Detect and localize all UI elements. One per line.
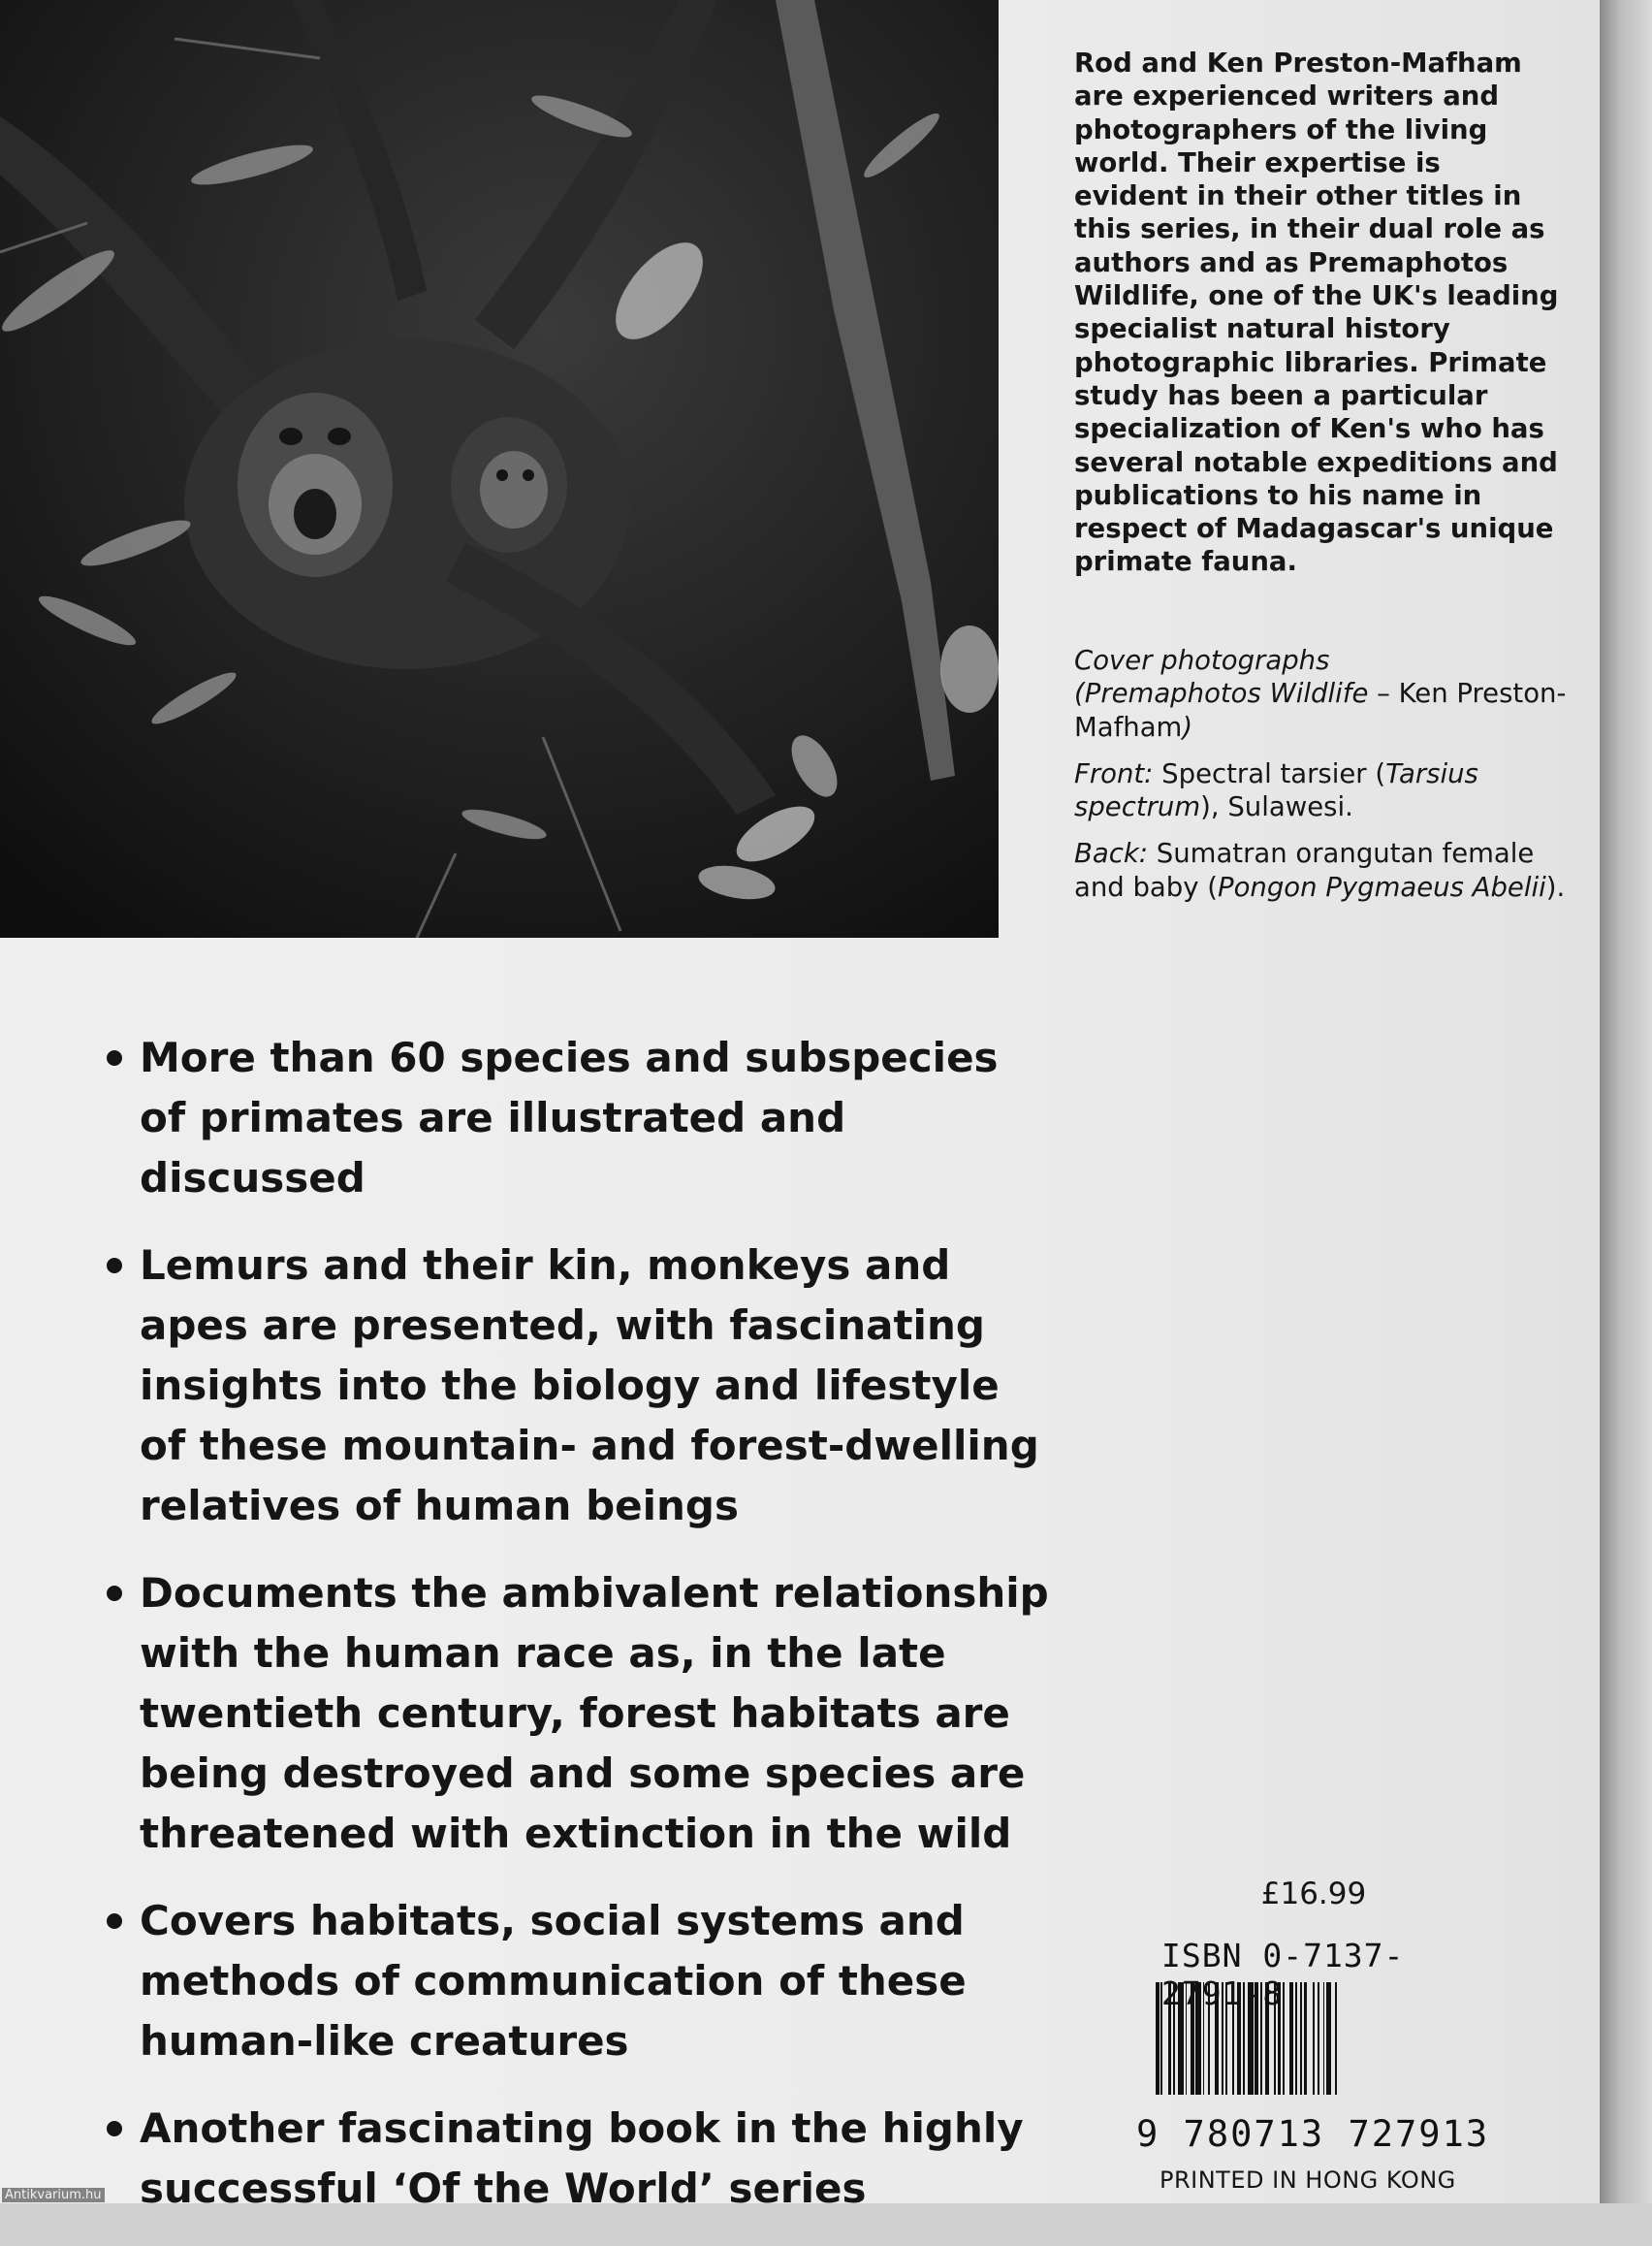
bullet-icon xyxy=(107,1258,122,1273)
bullet-icon xyxy=(107,1586,122,1601)
feature-item: Covers habitats, social systems and methods of communication of these human-like creatures xyxy=(97,1891,1057,2071)
cover-credits-source: Cover photographs (Premaphotos Wildlife – Ken Preston-Mafham) xyxy=(1074,645,1567,743)
watermark: Antikvarium.hu xyxy=(2,2188,105,2202)
cover-photo-orangutans xyxy=(0,0,999,938)
isbn: ISBN 0-7137-2791-8 xyxy=(1161,1937,1405,2012)
cover-credits-back: Back: Sumatran orangutan female and baby (Pongon Pygmaeus Abelii). xyxy=(1074,838,1566,903)
feature-item: Another fascinating book in the highly successful ‘Of the World’ series xyxy=(97,2099,1057,2219)
cover-credits-front: Front: Spectral tarsier (Tarsius spectrum), Sulawesi. xyxy=(1074,757,1478,823)
bullet-icon xyxy=(107,1050,122,1066)
credits-heading: Cover photographs xyxy=(1074,645,1330,676)
cover-credits xyxy=(1074,644,1569,917)
back-label: Back: xyxy=(1074,838,1149,870)
feature-list xyxy=(97,1028,1057,2246)
bullet-icon xyxy=(107,2121,122,2136)
front-species: Tarsius spectrum xyxy=(1074,757,1478,823)
feature-item: Documents the ambivalent relationship with the human race as, in the late twentieth century, forest habitats are being destroyed and some species are threatened with extinction in the wild xyxy=(97,1563,1057,1864)
barcode-bar xyxy=(1337,1982,1341,2095)
front-label: Front: xyxy=(1074,757,1154,789)
back-species: Pongon Pygmaeus Abelii xyxy=(1218,871,1546,903)
feature-item: Lemurs and their kin, monkeys and apes are presented, with fascinating insights into the biology and lifestyle of these mountain- and forest-dwelling relatives of human beings xyxy=(97,1235,1057,1536)
printed-in: PRINTED IN HONG KONG xyxy=(1160,2166,1456,2194)
bullet-icon xyxy=(107,1913,122,1929)
barcode-digits: 9 780713 727913 xyxy=(1136,2113,1490,2155)
author-bio: Rod and Ken Preston-Mafham are experienced writers and photographers of the living world. Their expertise is evident in their other titles in this series, in their dual role as authors and as Premaphotos Wildlife, one of the UK's leading specialist natural history photographic libraries. Primate study has been a particular specialization of Ken's who has several notable expeditions and publications to his name in respect of Madagascar's unique primate fauna. xyxy=(1074,48,1559,578)
page-edge xyxy=(1600,0,1652,2203)
credits-agency: Premaphotos Wildlife xyxy=(1084,678,1369,710)
barcode xyxy=(1156,1982,1490,2095)
price: £16.99 xyxy=(1260,1877,1367,1911)
feature-item: More than 60 species and subspecies of primates are illustrated and discussed xyxy=(97,1028,1057,1208)
